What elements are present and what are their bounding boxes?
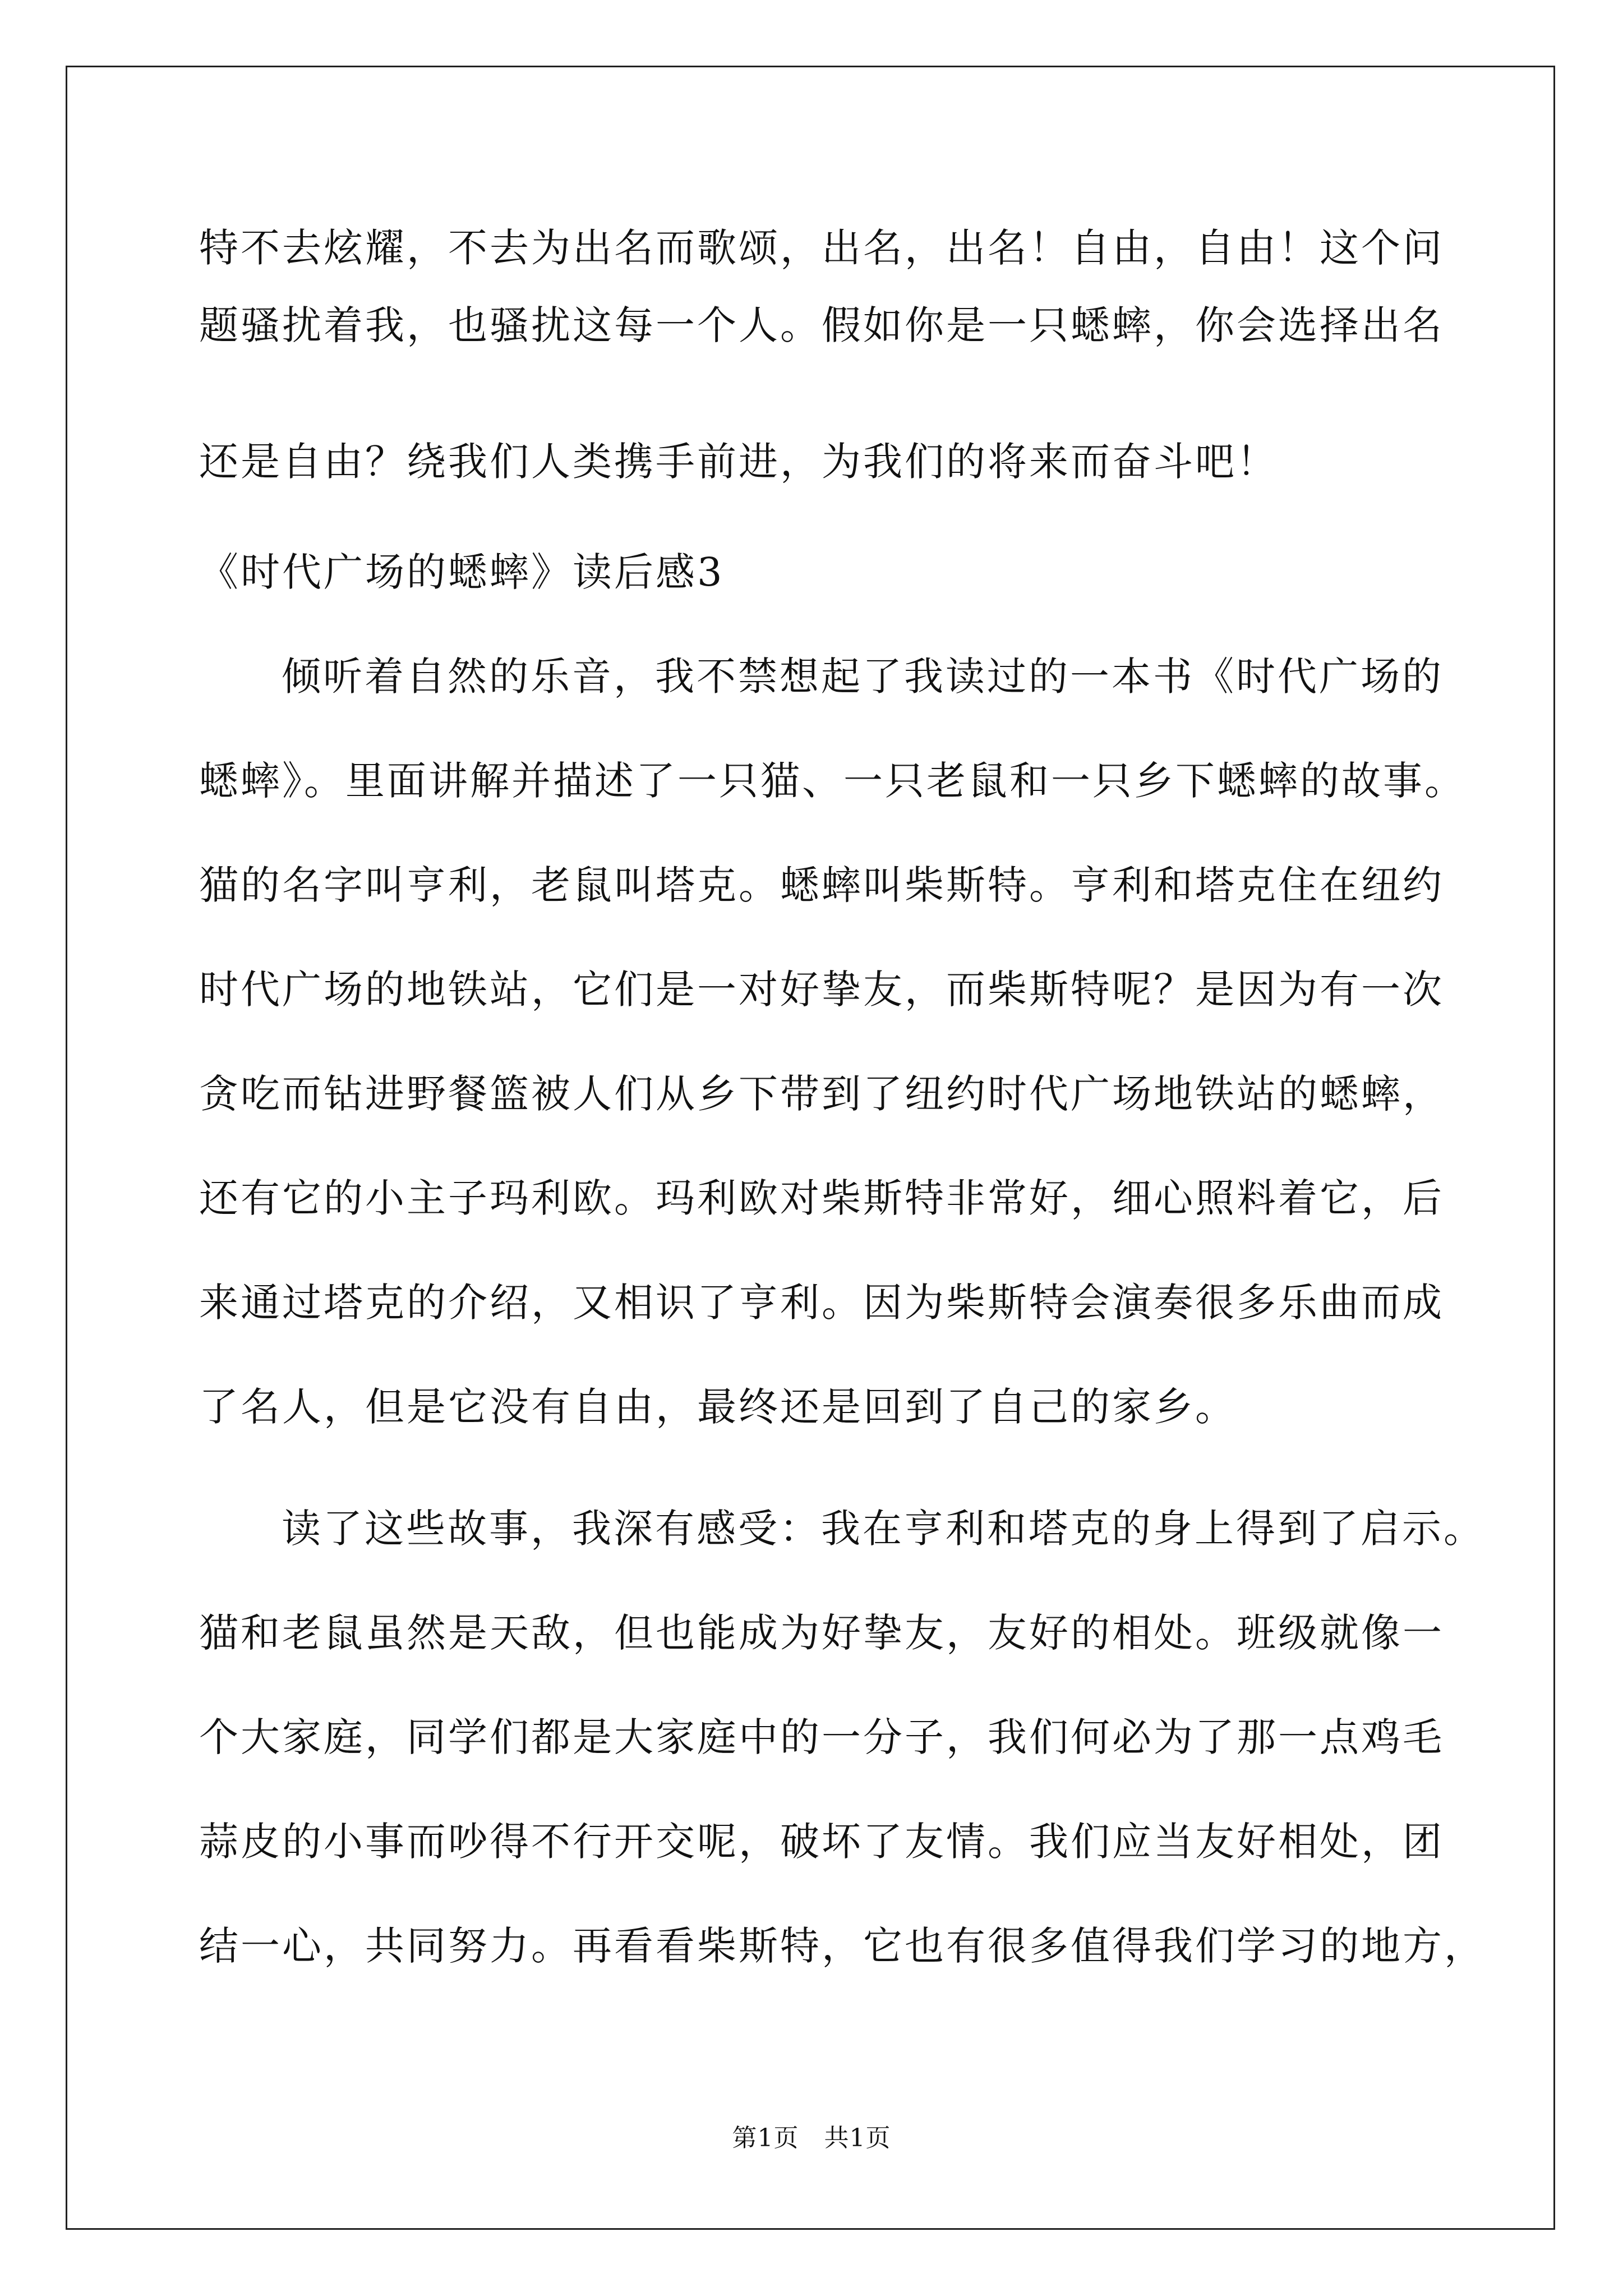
text-line: 来通过塔克的介绍，又相识了亨利。因为柴斯特会演奏很多乐曲而成	[199, 1280, 1444, 1326]
section-heading: 《时代广场的蟋蟀》读后感3	[199, 549, 725, 595]
text-line: 结一心，共同努力。再看看柴斯特，它也有很多值得我们学习的地方，	[199, 1923, 1486, 1969]
page-footer: 第1页 共1页	[732, 2124, 891, 2152]
text-line: 题骚扰着我，也骚扰这每一个人。假如你是一只蟋蟀，你会选择出名	[199, 302, 1444, 348]
page-border	[66, 66, 1555, 2230]
text-line: 特不去炫耀，不去为出名而歌颂，出名，出名！自由，自由！这个问	[199, 225, 1444, 271]
text-line: 贪吃而钻进野餐篮被人们从乡下带到了纽约时代广场地铁站的蟋蟀，	[199, 1071, 1444, 1117]
text-line: 还是自由？绕我们人类携手前进，为我们的将来而奋斗吧！	[199, 439, 1278, 485]
text-line: 个大家庭，同学们都是大家庭中的一分子，我们何必为了那一点鸡毛	[199, 1714, 1444, 1760]
text-line: 蟋蟀》。里面讲解并描述了一只猫、一只老鼠和一只乡下蟋蟀的故事。	[199, 758, 1466, 804]
paragraph-first-line: 倾听着自然的乐音，我不禁想起了我读过的一本书《时代广场的	[282, 654, 1444, 700]
text-line: 猫和老鼠虽然是天敌，但也能成为好挚友，友好的相处。班级就像一	[199, 1610, 1444, 1656]
text-line: 了名人，但是它没有自由，最终还是回到了自己的家乡。	[199, 1384, 1237, 1430]
text-line: 蒜皮的小事而吵得不行开交呢，破坏了友情。我们应当友好相处，团	[199, 1819, 1444, 1865]
text-line: 猫的名字叫亨利，老鼠叫塔克。蟋蟀叫柴斯特。亨利和塔克住在纽约	[199, 862, 1444, 908]
paragraph-first-line: 读了这些故事，我深有感受：我在亨利和塔克的身上得到了启示。	[282, 1506, 1485, 1552]
text-line: 时代广场的地铁站，它们是一对好挚友，而柴斯特呢？是因为有一次	[199, 967, 1444, 1013]
text-line: 还有它的小主子玛利欧。玛利欧对柴斯特非常好，细心照料着它，后	[199, 1175, 1444, 1221]
